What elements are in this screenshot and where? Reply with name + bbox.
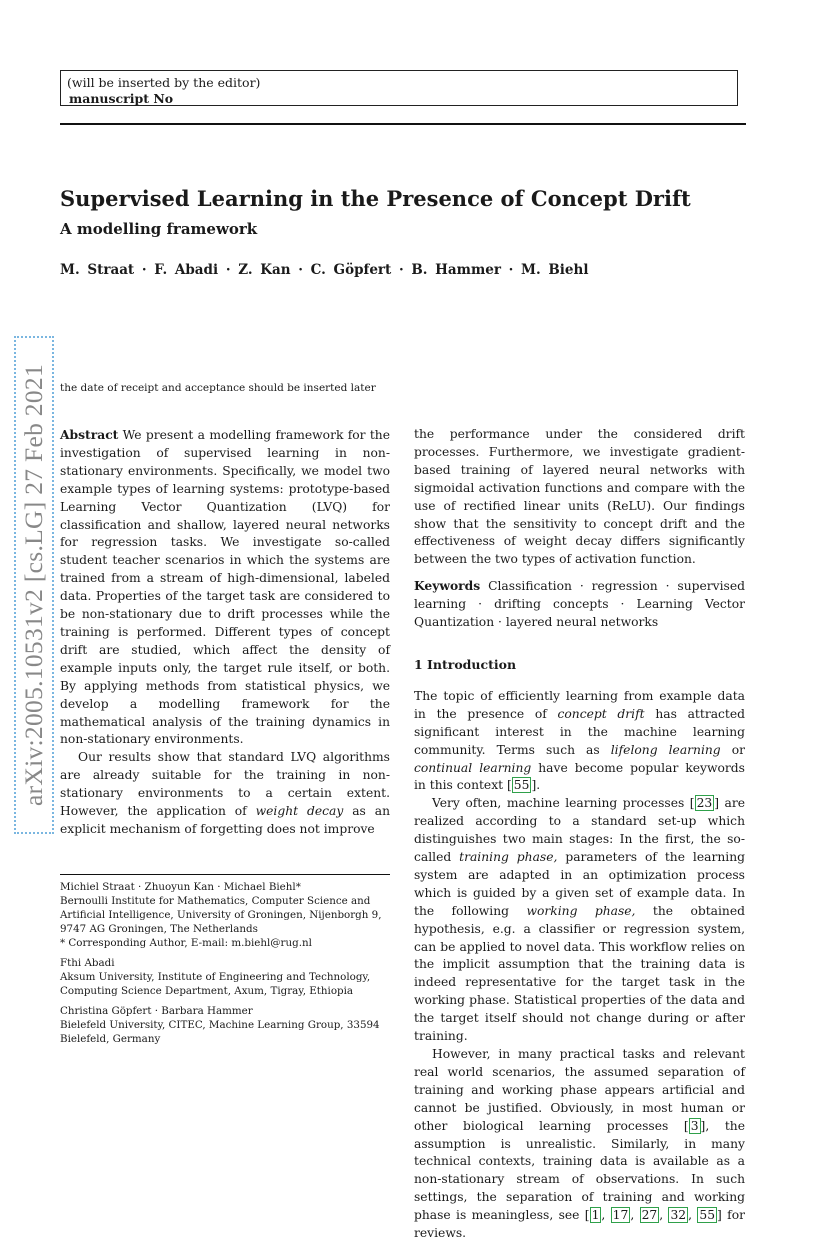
intro-text: training phase, <box>459 850 558 865</box>
intro-text: working phase, <box>526 903 636 918</box>
citation-link[interactable]: 17 <box>612 1208 629 1223</box>
affiliation-address: Bielefeld University, CITEC, Machine Learning Group, 33594 Bielefeld, Germany <box>60 1019 380 1045</box>
intro-text: parameters of the learning system are adapted in an optimization process which is guided by a given set of example data. In the following <box>414 850 745 918</box>
abstract-paragraph <box>60 426 390 749</box>
receipt-note: the date of receipt and acceptance should be inserted later <box>60 382 376 394</box>
keywords-label: Keywords <box>414 578 481 594</box>
abstract-text-2a: Our results show that standard LVQ algorithms are already suitable for the training in non-stationary environments to a certain extent. However, the application of <box>60 750 390 819</box>
paper-title: Supervised Learning in the Presence of Concept Drift <box>60 186 691 211</box>
manuscript-number: manuscript No <box>69 91 174 106</box>
intro-text: lifelong learning <box>610 742 721 757</box>
corresponding-author: * Corresponding Author, E-mail: m.biehl@rug.nl <box>60 937 312 949</box>
arxiv-id: arXiv:2005.10531v2 [cs.LG] 27 Feb 2021 <box>19 363 48 807</box>
header-rule <box>60 123 746 125</box>
arxiv-stamp[interactable] <box>14 336 54 834</box>
citation-link[interactable]: 32 <box>670 1208 687 1223</box>
footnote-rule <box>60 874 390 875</box>
citation-link[interactable]: 1 <box>591 1208 600 1223</box>
affiliation-address: Aksum University, Institute of Engineering and Technology, Computing Science Department, Axum, Tigray, Ethiopia <box>60 971 371 997</box>
intro-text: ], the assumption is unrealistic. Similarly, in many technical contexts, training data is available as a non-stationary stream of observations. In such settings, the separation of training and working phase is meaningless, see [ <box>414 1118 745 1223</box>
intro-text: or <box>720 742 745 757</box>
intro-text: The topic of efficiently learning from example data in the presence of <box>414 688 745 721</box>
abstract-text: We present a modelling framework for the investigation of supervised learning in non-stationary environments. Specifically, we model two example types of learning systems: prototype-based Learning Vector Quantization (LVQ) for classification and shallow, layered neural networks for regression tasks. We investigate so-called student teacher scenarios in which the systems are trained from a stream of high-dimensional, labeled data. Properties of the target task are considered to be non-stationary due to drift processes while the training is performed. Different types of concept drift are studied, which affect the density of example inputs only, the target rule itself, or both. By applying methods from statistical physics, we develop a modelling framework for the mathematical analysis of the training dynamics in non-stationary environments. <box>60 428 390 747</box>
citation-link[interactable]: 55 <box>513 778 530 793</box>
intro-text: the obtained hypothesis, e.g. a classifier or regression system, can be applied to novel data. This workflow relies on the implicit assumption that the training data is indeed representative for the target task in the working phase. Statistical properties of the data and the target itself should not change during or after training. <box>414 903 746 1044</box>
citation-link[interactable]: 3 <box>690 1118 699 1133</box>
intro-paragraph-1 <box>414 688 745 795</box>
citation-link[interactable]: 55 <box>699 1208 716 1223</box>
intro-text: have become popular keywords in this context [ <box>414 760 745 793</box>
weight-decay-term: weight decay <box>255 804 344 819</box>
intro-text: ] are realized according to a standard set-up which distinguishes two main stages: In the first, the so-called <box>414 796 745 865</box>
intro-text: has attracted significant interest in the machine learning community. Terms such as <box>414 706 746 757</box>
abstract-label: Abstract <box>60 427 119 442</box>
citation-link[interactable]: 23 <box>696 796 713 811</box>
section-heading-introduction: 1 Introduction <box>414 656 517 672</box>
right-column <box>414 426 745 1243</box>
affiliation-address: Bernoulli Institute for Mathematics, Computer Science and Artificial Intelligence, University of Groningen, Nijenborgh 9, 9747 AG Groningen, The Netherlands <box>60 895 382 935</box>
keywords-text: Classification · regression · supervised learning · drifting concepts · Learning Vector Quantization · layered neural networks <box>414 579 745 630</box>
author-list: M. Straat · F. Abadi · Z. Kan · C. Göpfert · B. Hammer · M. Biehl <box>60 262 589 278</box>
paper-subtitle: A modelling framework <box>60 220 258 238</box>
editor-notice: (will be inserted by the editor) <box>67 75 261 90</box>
intro-paragraph-3: However, in many practical tasks and relevant real world scenarios, the assumed separation of training and working phase appears artificial and cannot be justified. Obviously, in most human or other biological learning processes [ 3 ], the assumption is unrealistic. Similarly, in many technical contexts, training data is available as a non-stationary stream of observations. In such settings, the separation of training and working phase is meaningless, see [ 1 , 17 , 27 , 32 , 55 ] for reviews. <box>414 1047 746 1241</box>
keywords-paragraph <box>414 577 745 632</box>
affiliation-names: Christina Göpfert · Barbara Hammer <box>60 1005 253 1017</box>
intro-text: concept drift <box>557 706 645 721</box>
intro-text: continual learning <box>414 760 532 775</box>
citation-link[interactable]: 27 <box>641 1208 658 1223</box>
abstract-paragraph-2 <box>60 749 390 839</box>
editor-notice-box <box>60 70 738 106</box>
intro-text: ]. <box>531 778 541 793</box>
abstract-continuation: the performance under the considered drift processes. Furthermore, we investigate gradient-based training of layered neural networks with sigmoidal activation functions and compare with the use of rectified linear units (ReLU). Our findings show that the sensitivity to concept drift and the effectiveness of weight decay differs significantly between the two types of activation function. <box>414 427 745 567</box>
intro-text: Very often, machine learning processes [ <box>432 796 695 811</box>
left-column <box>60 426 390 839</box>
intro-paragraph-2 <box>414 795 745 1046</box>
affiliation-bielefeld <box>60 1004 395 1046</box>
intro-text: ] for reviews. <box>414 1208 746 1241</box>
affiliation-names: Michiel Straat · Zhuoyun Kan · Michael Biehl* <box>60 881 301 893</box>
affiliation-groningen <box>60 880 395 950</box>
affiliation-names: Fthi Abadi <box>60 957 115 969</box>
intro-text: However, in many practical tasks and relevant real world scenarios, the assumed separation of training and working phase appears artificial and cannot be justified. Obviously, in most human or other biological learning processes [ <box>414 1047 745 1133</box>
abstract-text-2b: as an explicit mechanism of forgetting does not improve <box>60 804 390 836</box>
affiliation-aksum <box>60 956 395 998</box>
